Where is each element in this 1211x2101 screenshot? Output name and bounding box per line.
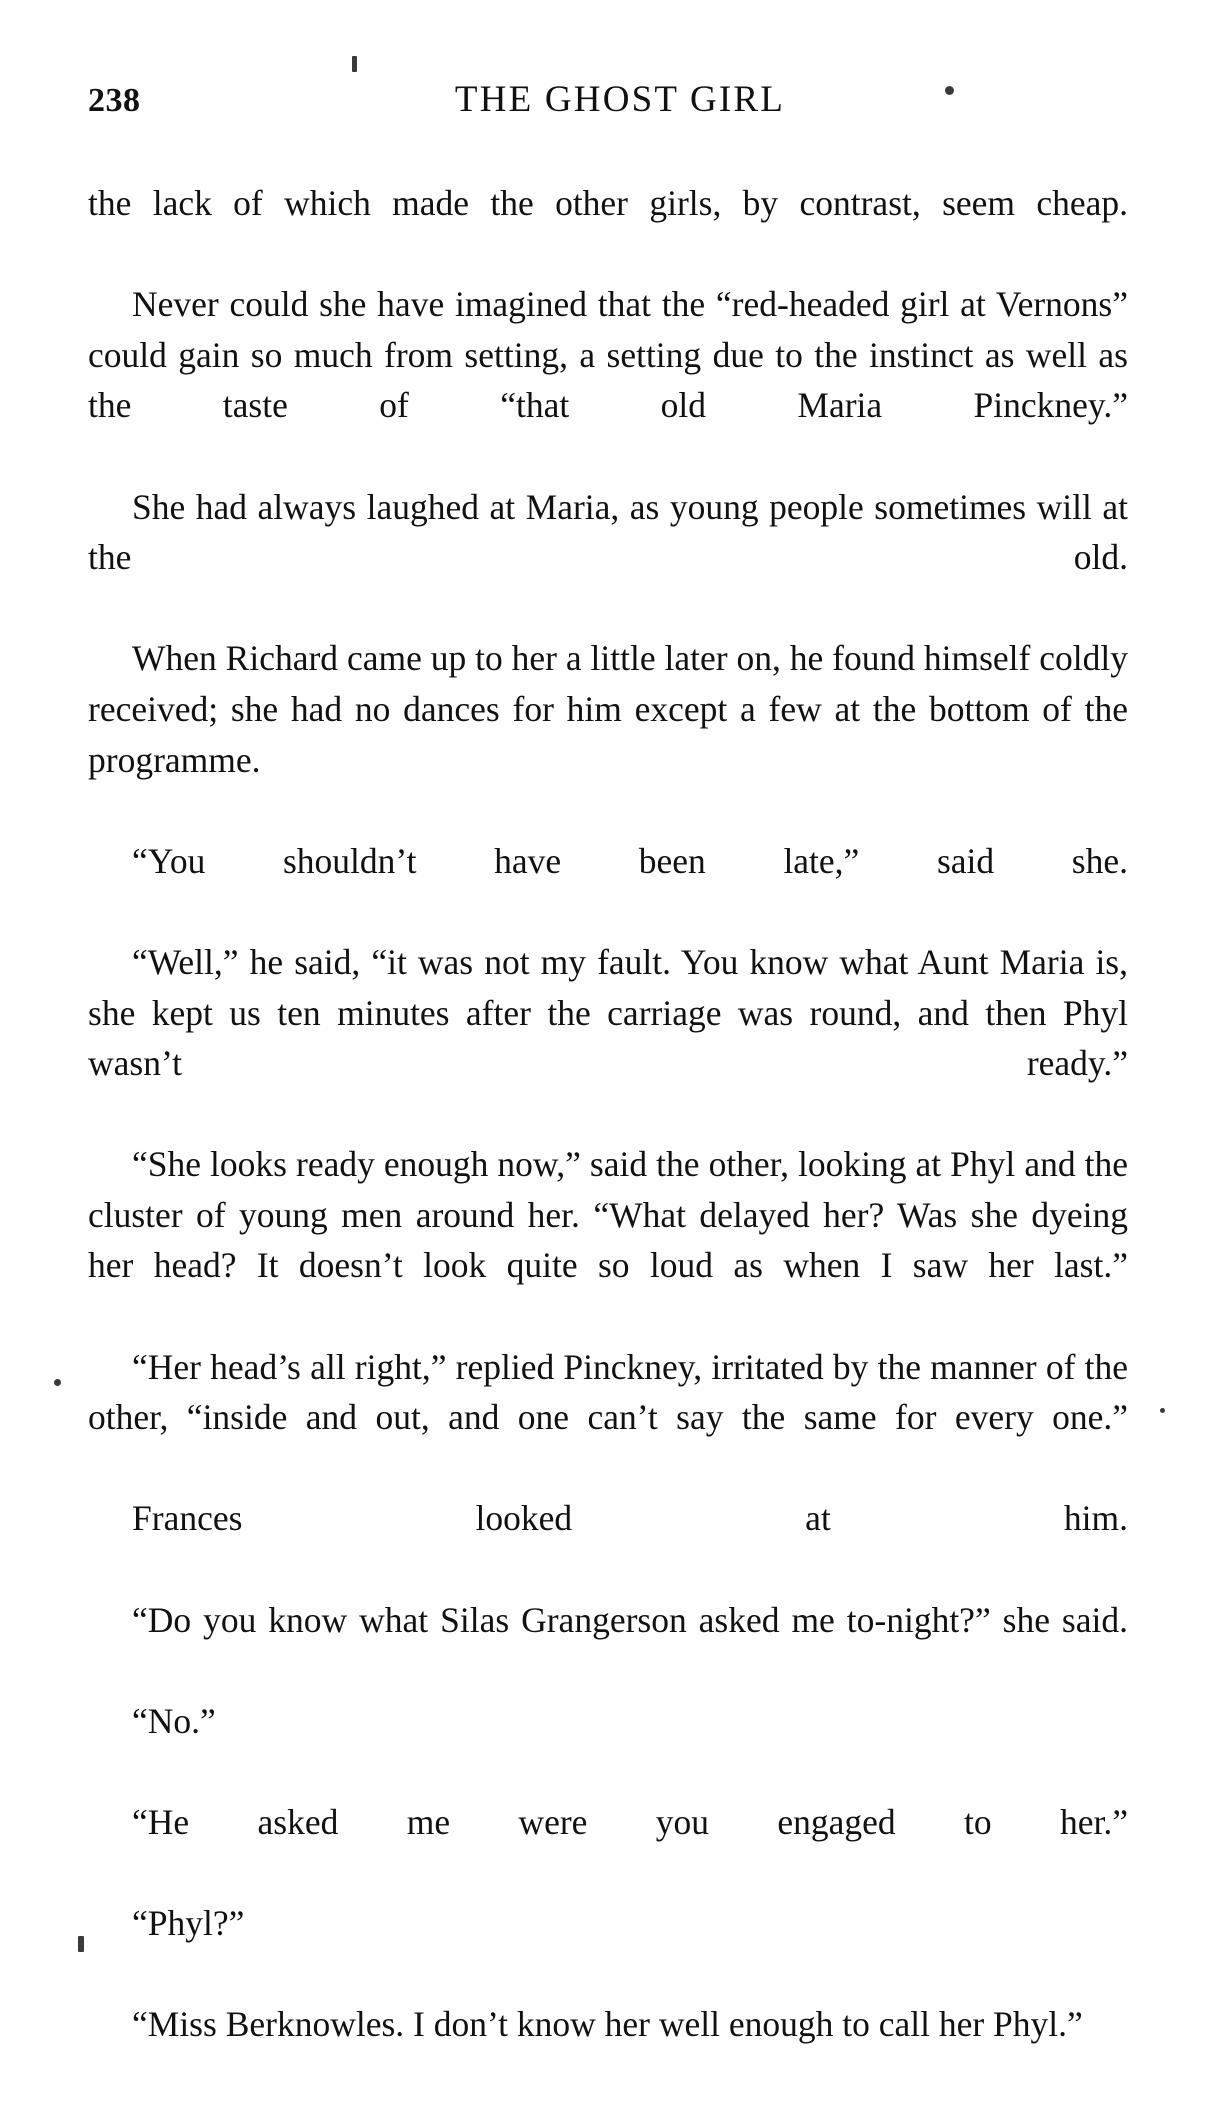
paragraph: the lack of which made the other girls, by contrast, seem cheap. xyxy=(88,183,1128,223)
body-text-block xyxy=(88,178,1128,2101)
running-head-title: THE GHOST GIRL xyxy=(454,79,786,120)
page-speck xyxy=(352,56,357,72)
paragraph: “You shouldn’t have been late,” said she. xyxy=(132,840,1128,881)
paragraph: “Phyl?” xyxy=(132,1903,245,1944)
paragraph: “She looks ready enough now,” said the other, looking at Phyl and the cluster of young men around her. “What delayed her? Was she dyeing her head? It doesn’t look quite so loud as when I saw her last.” xyxy=(88,1144,1128,1286)
paragraph: “Do you know what Silas Grangerson asked me to-night?” she said. xyxy=(132,1599,1128,1640)
page-speck xyxy=(54,1379,61,1386)
paragraph: Frances looked at him. xyxy=(132,1498,1128,1539)
paragraph: “Her head’s all right,” replied Pinckney, irritated by the manner of the other, “inside and out, and one can’t say the same for every one.” xyxy=(88,1346,1128,1438)
paragraph: “Well,” he said, “it was not my fault. You know what Aunt Maria is, she kept us ten minutes after the carriage was round, and then Phyl wasn’t ready.” xyxy=(88,941,1128,1084)
paragraph: Never could she have imagined that the “red-headed girl at Vernons” could gain so much from setting, a setting due to the instinct as well as the taste of “that old Maria Pinckney.” xyxy=(88,284,1128,426)
page-speck xyxy=(1160,1408,1165,1413)
paragraph: She had always laughed at Maria, as young people sometimes will at the old. xyxy=(88,486,1128,578)
paragraph: “Miss Berknowles. I don’t know her well enough to call her Phyl.” xyxy=(132,2004,1083,2045)
page-speck xyxy=(78,1936,84,1952)
page-number: 238 xyxy=(88,82,141,119)
paragraph: “No.” xyxy=(132,1700,216,1741)
page-speck xyxy=(945,86,954,95)
paragraph: When Richard came up to her a little later on, he found himself coldly received; she had no dances for him except a few at the bottom of the programme. xyxy=(88,638,1128,780)
paragraph: “He asked me were you engaged to her.” xyxy=(132,1802,1128,1842)
page-header xyxy=(88,78,1128,126)
